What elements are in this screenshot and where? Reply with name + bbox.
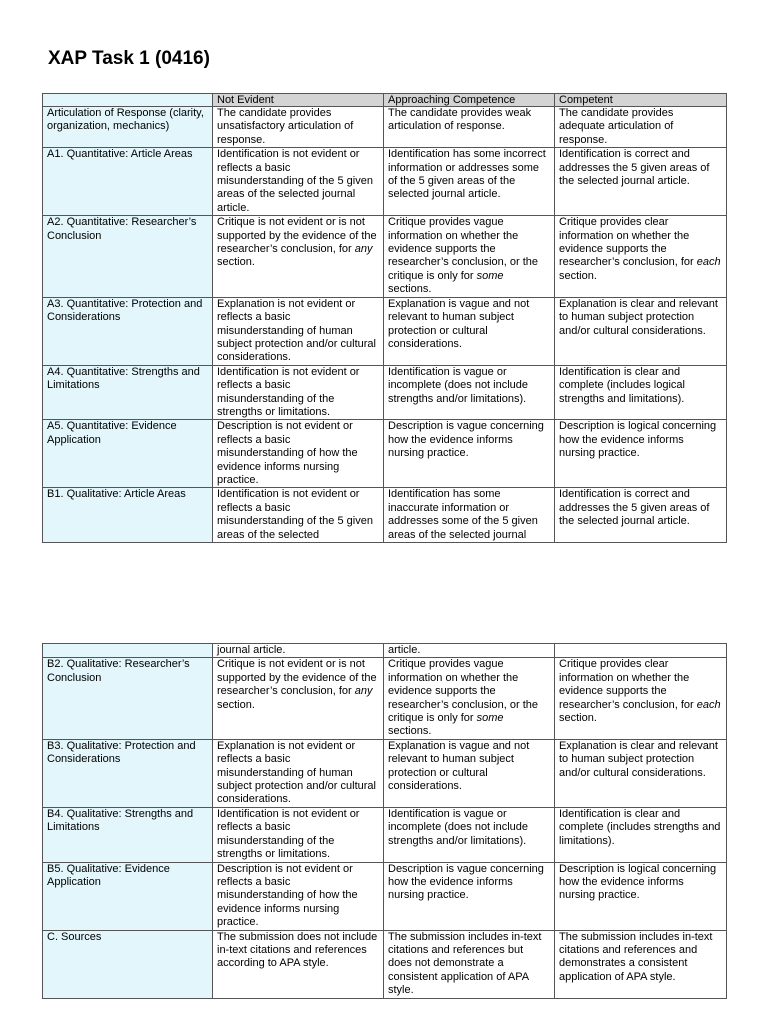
- cell-text: Explanation is not evident or reflects a basic misunderstanding of human subject protection and/or cultural considerations.: [217, 739, 376, 806]
- cell-text: Description is not evident or reflects a basic misunderstanding of how the evidence informs nursing practice.: [217, 420, 358, 486]
- approaching-competence-cell: [384, 862, 555, 930]
- competent-cell: [555, 488, 727, 543]
- cell-text: Critique provides vague information on whether the evidence supports the researcher’s conclusion, or the critique is only for: [388, 216, 539, 282]
- cell-text: Critique provides vague information on whether the evidence supports the researcher’s conclusion, or the critique is only for: [388, 658, 539, 725]
- cell-text: Description is logical concerning how the evidence informs nursing practice.: [559, 862, 717, 902]
- cell-emphasis: some: [476, 712, 504, 725]
- rubric-table-part-2: [42, 643, 727, 999]
- approaching-competence-cell: [384, 420, 555, 488]
- criterion-label: B2. Qualitative: Researcher’s Conclusion: [47, 658, 190, 684]
- cell-text: Identification is vague or incomplete (does not include strengths and/or limitations).: [388, 807, 529, 847]
- not-evident-cell: [213, 297, 384, 365]
- competent-cell: [555, 365, 727, 420]
- header-criterion: [43, 94, 213, 107]
- cell-emphasis: some: [476, 269, 504, 282]
- cell-text: Identification is correct and addresses the 5 given areas of the selected journal article.: [559, 148, 710, 188]
- not-evident-cell: [213, 930, 384, 998]
- cell-text: Critique provides clear information on whether the evidence supports the researcher’s conclusion, for: [559, 216, 697, 269]
- cell-text: Critique is not evident or is not supported by the evidence of the researcher’s conclusion, for: [217, 658, 377, 698]
- criterion-cell: [43, 930, 213, 998]
- cell-text: section.: [217, 698, 255, 711]
- competent-cell: [555, 148, 727, 216]
- competent-cell: [555, 930, 727, 998]
- cell-text: Explanation is clear and relevant to human subject protection and/or cultural considerations.: [559, 297, 718, 337]
- approaching-competence-cell: [384, 488, 555, 543]
- competent-cell: [555, 216, 727, 297]
- criterion-label: Articulation of Response (clarity, organization, mechanics): [47, 107, 204, 133]
- criterion-label: A1. Quantitative: Article Areas: [47, 148, 193, 161]
- criterion-label: B1. Qualitative: Article Areas: [47, 488, 186, 501]
- header-competent: Competent: [555, 94, 727, 107]
- cell-text: Identification is clear and complete (includes strengths and limitations).: [559, 807, 721, 847]
- cell-text: Explanation is vague and not relevant to human subject protection or cultural considerations.: [388, 739, 530, 793]
- not-evident-cell: [213, 739, 384, 807]
- cell-text: article.: [388, 644, 421, 656]
- competent-cell: [555, 107, 727, 148]
- approaching-competence-cell: [384, 930, 555, 998]
- header-not-evident: Not Evident: [213, 94, 384, 107]
- table-row: [43, 807, 727, 862]
- criterion-cell: [43, 148, 213, 216]
- criterion-cell: [43, 216, 213, 297]
- table-row: [43, 148, 727, 216]
- cell-text: Critique provides clear information on whether the evidence supports the researcher’s conclusion, for: [559, 658, 697, 711]
- cell-text: Identification is not evident or reflects a basic misunderstanding of the 5 given areas of the selected journal article.: [217, 148, 373, 214]
- cell-text: Identification is correct and addresses the 5 given areas of the selected journal article.: [559, 488, 710, 528]
- cell-text: Description is vague concerning how the evidence informs nursing practice.: [388, 862, 544, 902]
- table-row: [43, 739, 727, 807]
- cell-text: journal article.: [217, 644, 286, 656]
- not-evident-cell: [213, 365, 384, 420]
- not-evident-cell: [213, 216, 384, 297]
- table-row: [43, 488, 727, 543]
- cell-text: Identification is not evident or reflects a basic misunderstanding of the strengths or limitations.: [217, 807, 360, 861]
- approaching-competence-cell: [384, 807, 555, 862]
- criterion-label: A3. Quantitative: Protection and Considerations: [47, 297, 203, 324]
- not-evident-cell: [213, 148, 384, 216]
- criterion-cell: [43, 488, 213, 543]
- cell-text: Identification is vague or incomplete (does not include strengths and/or limitations).: [388, 365, 529, 405]
- table-row: [43, 658, 727, 739]
- table-row: [43, 930, 727, 998]
- criterion-label: B5. Qualitative: Evidence Application: [47, 862, 170, 888]
- competent-cell: [555, 739, 727, 807]
- approaching-competence-cell: [384, 365, 555, 420]
- criterion-cell: [43, 739, 213, 807]
- cell-text: section.: [217, 256, 255, 269]
- cell-text: Explanation is vague and not relevant to human subject protection or cultural considerations.: [388, 297, 530, 350]
- page-title: XAP Task 1 (0416): [48, 48, 210, 69]
- cell-emphasis: any: [354, 243, 373, 256]
- competent-cell: [555, 658, 727, 739]
- table-row: [43, 420, 727, 488]
- not-evident-cell: [213, 107, 384, 148]
- cell-text: sections.: [388, 725, 432, 738]
- rubric-table-part-1: [42, 93, 727, 543]
- not-evident-cell: [213, 807, 384, 862]
- table-row: [43, 862, 727, 930]
- not-evident-cell: [213, 862, 384, 930]
- table-row: [43, 644, 727, 658]
- approaching-competence-cell: [384, 148, 555, 216]
- approaching-competence-cell: [384, 216, 555, 297]
- cell-text: Identification is not evident or reflects a basic misunderstanding of the 5 given areas of the selected: [217, 488, 373, 541]
- cell-text: The submission includes in-text citations and references but does not demonstrate a consistent application of APA style.: [388, 930, 542, 997]
- competent-cell: [555, 862, 727, 930]
- cell-emphasis: each: [696, 698, 721, 711]
- table-row: [43, 107, 727, 148]
- criterion-cell: [43, 420, 213, 488]
- criterion-cell: [43, 862, 213, 930]
- header-approaching-competence: Approaching Competence: [384, 94, 555, 107]
- cell-text: section.: [559, 269, 597, 282]
- approaching-competence-cell: [384, 107, 555, 148]
- cell-text: sections.: [388, 283, 432, 296]
- approaching-competence-cell: [384, 739, 555, 807]
- criterion-label: A5. Quantitative: Evidence Application: [47, 420, 177, 446]
- criterion-label: B3. Qualitative: Protection and Considerations: [47, 739, 196, 766]
- cell-text: Description is logical concerning how the evidence informs nursing practice.: [559, 420, 717, 460]
- cell-text: Description is vague concerning how the evidence informs nursing practice.: [388, 420, 544, 460]
- cell-text: Explanation is not evident or reflects a basic misunderstanding of human subject protection and/or cultural considerations.: [217, 297, 376, 364]
- criterion-cell: [43, 107, 213, 148]
- cell-text: The submission does not include in-text citations and references according to APA style.: [217, 930, 378, 970]
- table-row: [43, 365, 727, 420]
- cell-text: Identification has some inaccurate information or addresses some of the 5 given areas of the selected journal: [388, 488, 538, 541]
- cell-text: Identification is not evident or reflects a basic misunderstanding of the strengths or limitations.: [217, 365, 360, 418]
- cell-text: The candidate provides adequate articulation of response.: [559, 107, 674, 146]
- competent-cell: [555, 297, 727, 365]
- cell-text: Identification has some incorrect information or addresses some of the 5 given areas of the selected journal article.: [388, 148, 546, 201]
- cell-text: The candidate provides weak articulation of response.: [388, 107, 532, 133]
- approaching-competence-cell: [384, 644, 555, 658]
- criterion-cell: [43, 644, 213, 658]
- cell-text: Critique is not evident or is not supported by the evidence of the researcher’s conclusion, for: [217, 216, 377, 256]
- cell-text: Identification is clear and complete (includes logical strengths and limitations).: [559, 365, 685, 405]
- criterion-label: A2. Quantitative: Researcher’s Conclusion: [47, 216, 197, 242]
- cell-text: section.: [559, 712, 597, 725]
- not-evident-cell: [213, 644, 384, 658]
- criterion-cell: [43, 658, 213, 739]
- criterion-cell: [43, 807, 213, 862]
- cell-text: Explanation is clear and relevant to human subject protection and/or cultural considerations.: [559, 739, 718, 779]
- competent-cell: [555, 644, 727, 658]
- approaching-competence-cell: [384, 658, 555, 739]
- competent-cell: [555, 807, 727, 862]
- competent-cell: [555, 420, 727, 488]
- cell-emphasis: any: [354, 685, 373, 698]
- table-row: [43, 216, 727, 297]
- cell-text: The candidate provides unsatisfactory articulation of response.: [217, 107, 354, 146]
- header-row: [43, 94, 727, 107]
- not-evident-cell: [213, 488, 384, 543]
- not-evident-cell: [213, 420, 384, 488]
- criterion-label: B4. Qualitative: Strengths and Limitations: [47, 807, 194, 834]
- criterion-cell: [43, 365, 213, 420]
- table-row: [43, 297, 727, 365]
- cell-text: Description is not evident or reflects a basic misunderstanding of how the evidence informs nursing practice.: [217, 862, 358, 929]
- criterion-cell: [43, 297, 213, 365]
- cell-text: The submission includes in-text citations and references and demonstrates a consistent application of APA style.: [559, 930, 713, 983]
- criterion-label: C. Sources: [47, 930, 102, 943]
- criterion-label: A4. Quantitative: Strengths and Limitations: [47, 365, 200, 392]
- approaching-competence-cell: [384, 297, 555, 365]
- cell-emphasis: each: [696, 256, 721, 269]
- not-evident-cell: [213, 658, 384, 739]
